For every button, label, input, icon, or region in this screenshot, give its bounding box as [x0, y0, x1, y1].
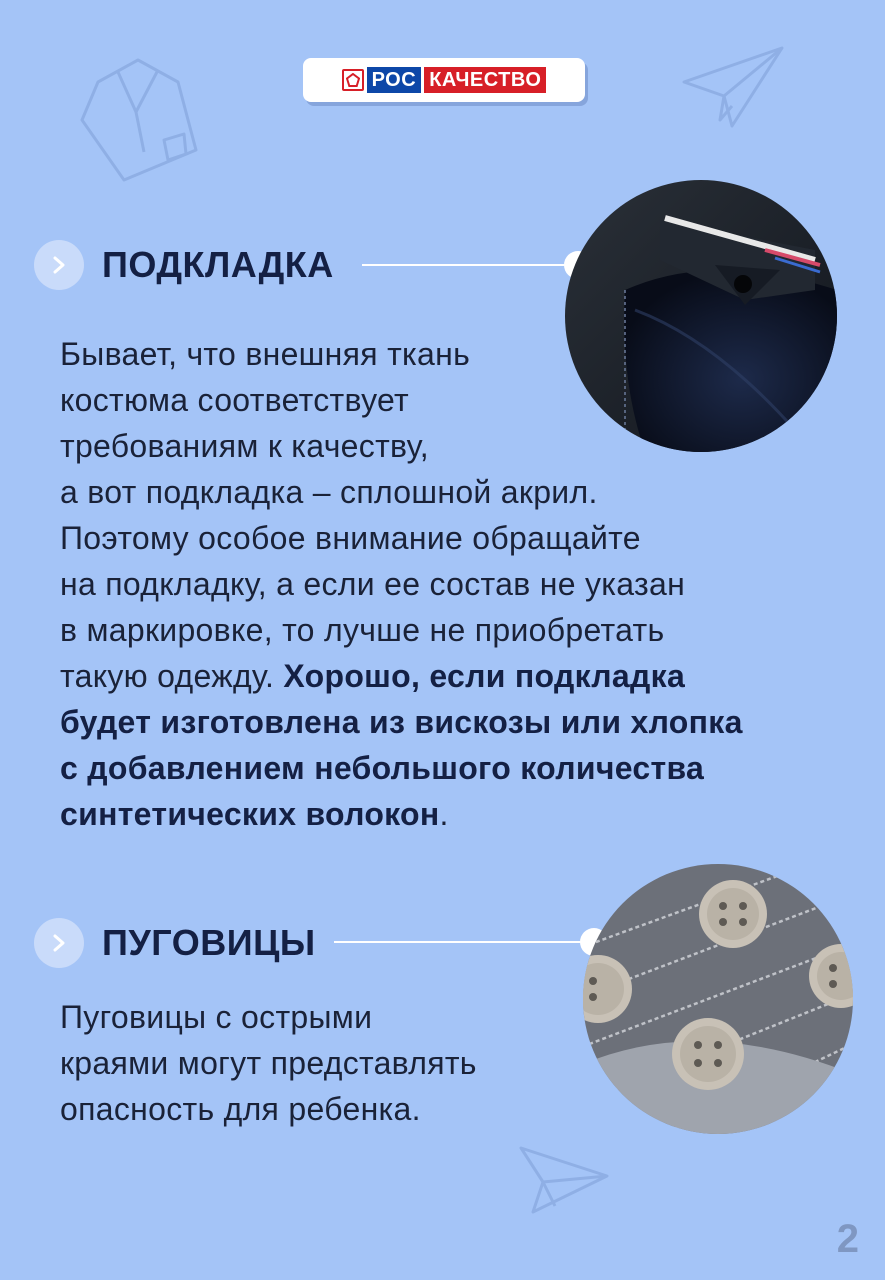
buttons-photo — [583, 864, 853, 1134]
buttons-line-3: опасность для ребенка. — [60, 1091, 421, 1127]
buttons-body-text — [60, 994, 580, 1132]
lining-end-punct: . — [439, 796, 449, 832]
lining-body-text — [60, 331, 840, 837]
page-number: 2 — [836, 1217, 859, 1261]
chevron-right-icon — [34, 240, 84, 290]
lining-line-4: а вот подкладка – сплошной акрил. — [60, 474, 598, 510]
lining-line-8: такую одежду. Хорошо, если подкладка — [60, 658, 686, 694]
logo-part-ros: РОС — [367, 67, 422, 93]
heading-divider — [362, 264, 572, 266]
section-heading-buttons — [34, 918, 316, 968]
lining-line-6: на подкладку, а если ее состав не указан — [60, 566, 686, 602]
chevron-right-icon — [34, 918, 84, 968]
lining-line-3: требованиям к качеству, — [60, 428, 429, 464]
heading-divider — [334, 941, 586, 943]
paper-plane-bottom-icon — [515, 1140, 615, 1220]
section-title: ПОДКЛАДКА — [102, 244, 334, 285]
lining-line-7: в маркировке, то лучше не приобретать — [60, 612, 665, 648]
shirt-outline-icon — [68, 42, 218, 192]
lining-line-10: с добавлением небольшого количества — [60, 750, 705, 786]
buttons-line-2: краями могут представлять — [60, 1045, 477, 1081]
lining-line-2: костюма соответствует — [60, 382, 410, 418]
lining-bold-start: Хорошо, если подкладка — [283, 658, 686, 694]
section-heading-lining — [34, 240, 334, 290]
lining-line-5: Поэтому особое внимание обращайте — [60, 520, 641, 556]
lining-line-1: Бывает, что внешняя ткань — [60, 336, 471, 372]
paper-plane-icon — [680, 42, 790, 132]
logo-part-kachestvo: КАЧЕСТВО — [424, 67, 546, 93]
lining-line-11: синтетических волокон. — [60, 796, 449, 832]
roskachestvo-logo[interactable] — [303, 58, 585, 102]
lining-line-9: будет изготовлена из вискозы или хлопка — [60, 704, 743, 740]
buttons-line-1: Пуговицы с острыми — [60, 999, 373, 1035]
pentagon-logo-icon — [342, 69, 364, 91]
section-title: ПУГОВИЦЫ — [102, 922, 316, 963]
